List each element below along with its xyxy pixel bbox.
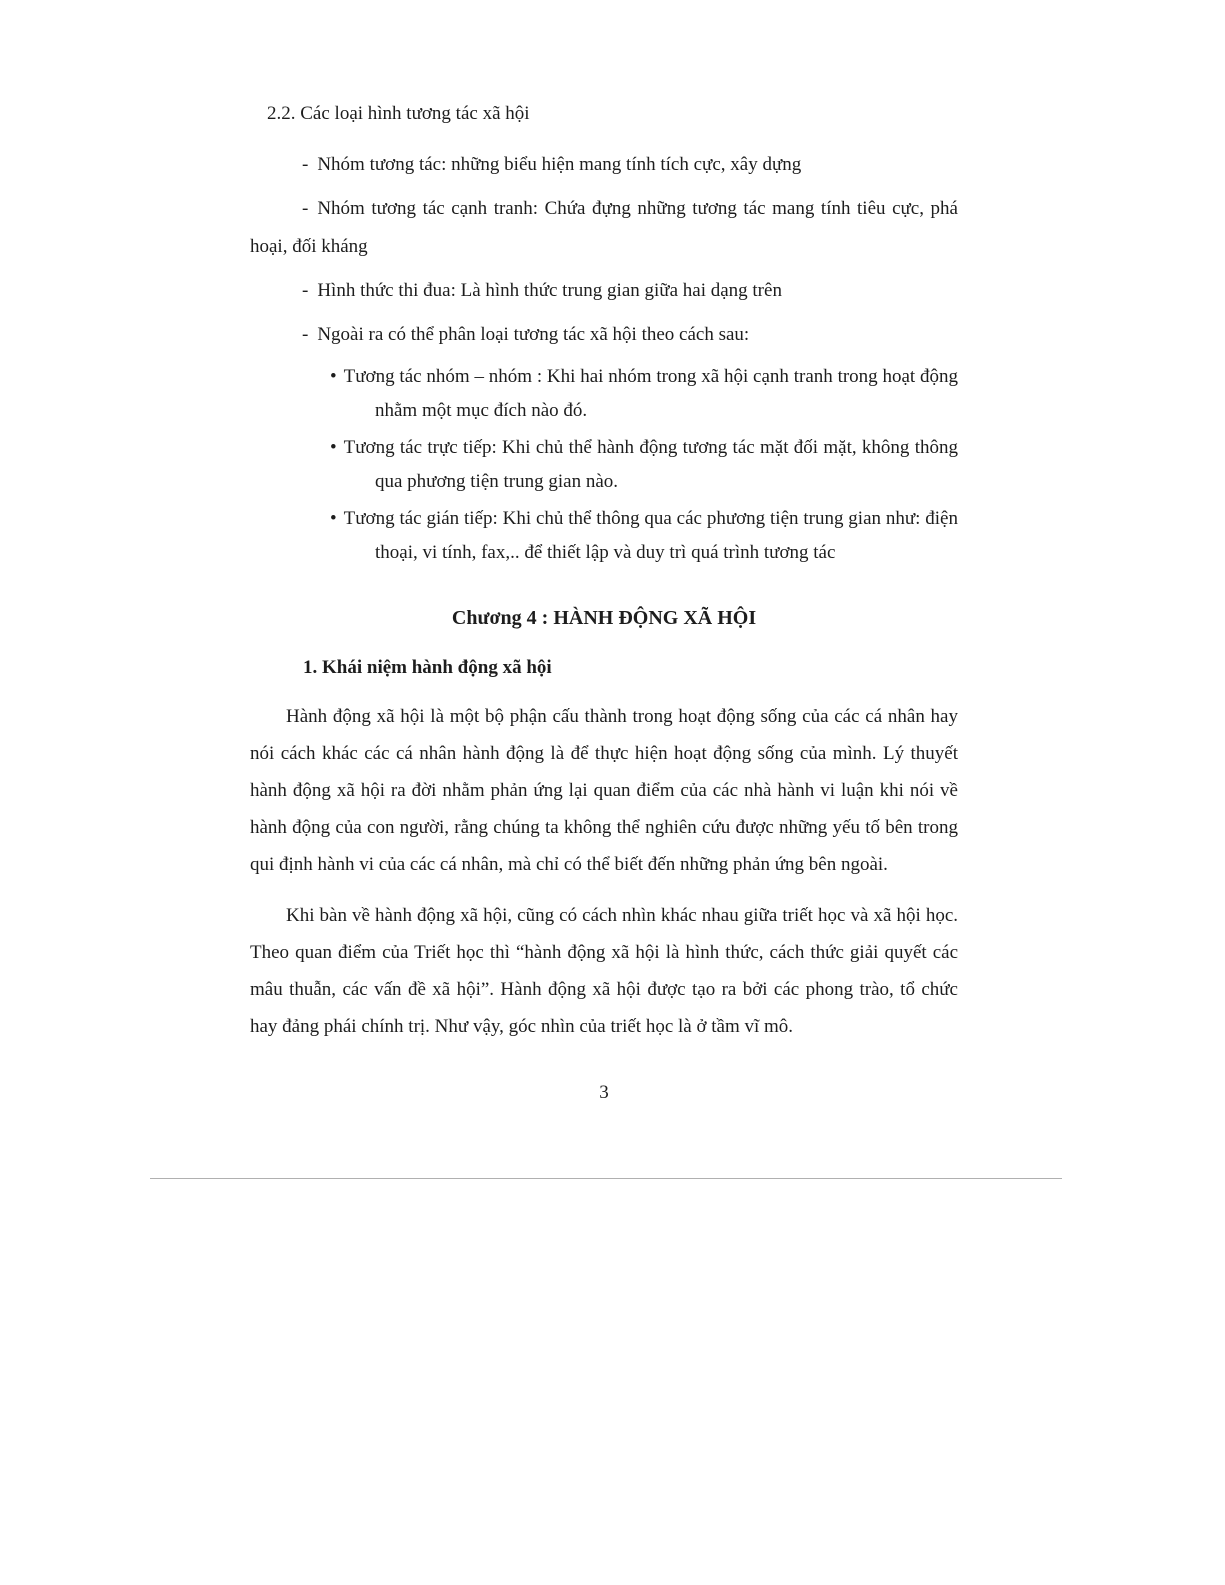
list-item <box>250 431 958 499</box>
paragraph: Hành động xã hội là một bộ phận cấu thành trong hoạt động sống của các cá nhân hay nói cách khác các cá nhân hành động là để thực hiện hoạt động sống của mình. Lý thuyết hành động xã hội ra đời nhằm phản ứng lại quan điểm của các nhà hành vi luận khi nói về hành động của con người, rằng chúng ta không thể nghiên cứu được những yếu tố bên trong qui định hành vi của các cá nhân, mà chỉ có thể biết đến những phản ứng bên ngoài. <box>250 706 958 875</box>
list-item <box>250 190 958 266</box>
section-heading: 2.2. Các loại hình tương tác xã hội <box>267 103 530 124</box>
list-item-text: Tương tác gián tiếp: Khi chủ thể thông qua các phương tiện trung gian như: điện thoại, vi tính, fax,.. để thiết lập và duy trì quá trình tương tác <box>343 508 958 563</box>
subsection-heading: 1. Khái niệm hành động xã hội <box>303 657 552 678</box>
dash-list <box>250 146 958 354</box>
paragraph: Khi bàn về hành động xã hội, cũng có cách nhìn khác nhau giữa triết học và xã hội học. Theo quan điểm của Triết học thì “hành động xã hội là hình thức, cách thức giải quyết các mâu thuẫn, các vấn đề xã hội”. Hành động xã hội được tạo ra bởi các phong trào, tổ chức hay đảng phái chính trị. Như vậy, góc nhìn của triết học là ở tầm vĩ mô. <box>250 905 958 1037</box>
dash-marker: - <box>302 324 309 345</box>
dash-marker: - <box>302 280 309 301</box>
list-item-text: Nhóm tương tác cạnh tranh: Chứa đựng những tương tác mang tính tiêu cực, phá hoại, đối kháng <box>250 198 958 257</box>
list-item <box>250 146 958 184</box>
list-item <box>250 272 958 310</box>
list-item <box>250 360 958 428</box>
list-item <box>250 316 958 354</box>
footer-divider <box>150 1178 1062 1179</box>
bullet-marker: • <box>330 437 337 458</box>
bullet-marker: • <box>330 508 337 529</box>
page-number: 3 <box>599 1082 609 1103</box>
list-item-text: Nhóm tương tác: những biểu hiện mang tính tích cực, xây dựng <box>317 154 802 175</box>
bullet-marker: • <box>330 366 337 387</box>
dash-marker: - <box>302 198 309 219</box>
page-content <box>250 100 958 1107</box>
list-item-text: Tương tác nhóm – nhóm : Khi hai nhóm trong xã hội cạnh tranh trong hoạt động nhằm một mục đích nào đó. <box>343 366 958 421</box>
dash-marker: - <box>302 154 309 175</box>
bullet-list <box>250 360 958 570</box>
list-item-text: Ngoài ra có thể phân loại tương tác xã hội theo cách sau: <box>317 324 750 345</box>
list-item <box>250 502 958 570</box>
list-item-text: Hình thức thi đua: Là hình thức trung gian giữa hai dạng trên <box>317 280 782 301</box>
list-item-text: Tương tác trực tiếp: Khi chủ thể hành động tương tác mặt đối mặt, không thông qua phương tiện trung gian nào. <box>343 437 958 492</box>
chapter-heading: Chương 4 : HÀNH ĐỘNG XÃ HỘI <box>451 607 757 629</box>
